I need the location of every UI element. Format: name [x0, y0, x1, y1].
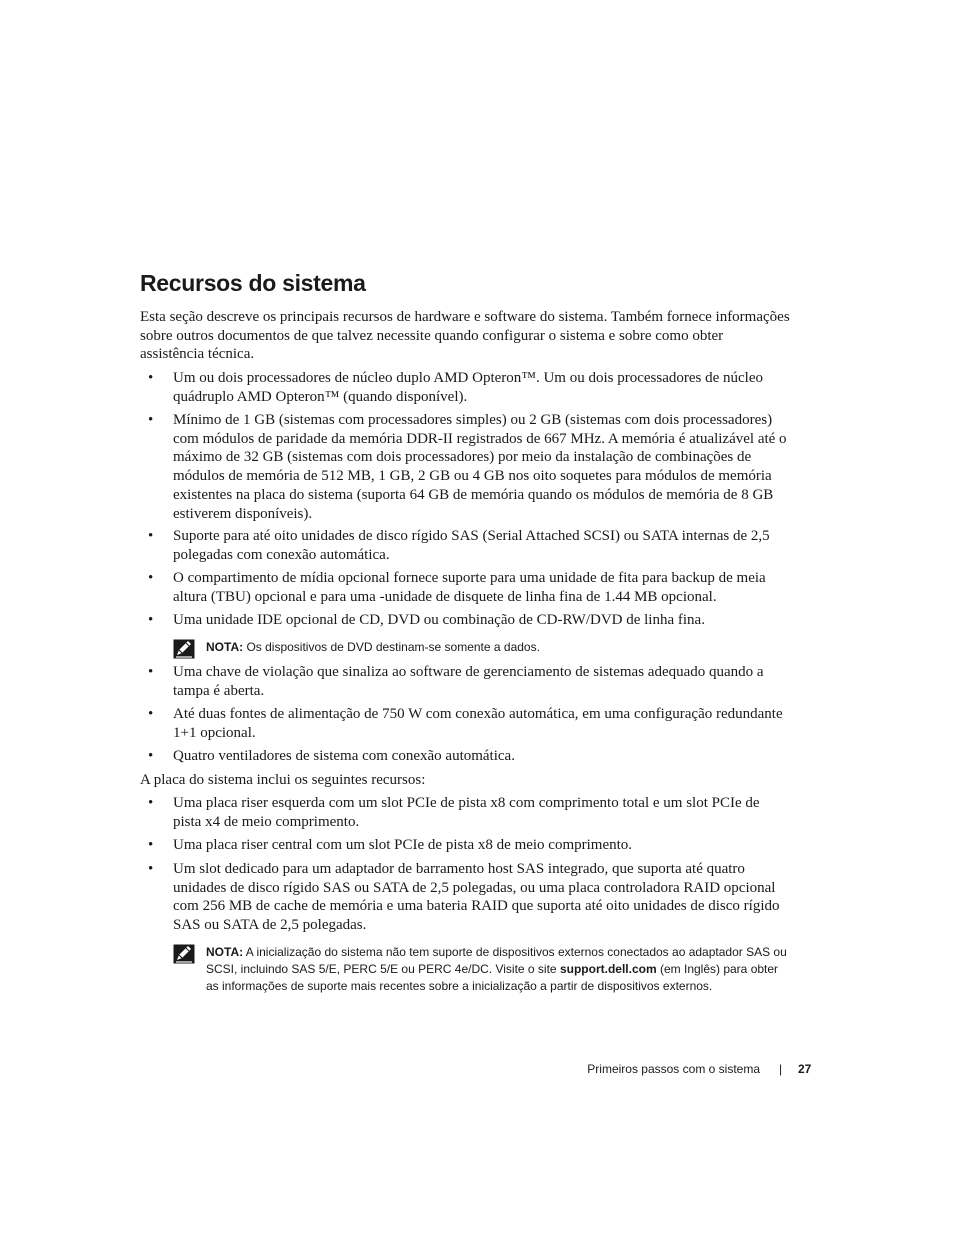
list-item — [140, 860, 790, 935]
note-text: Os dispositivos de DVD destinam-se somente a dados. — [246, 640, 540, 654]
list-item-text: Quatro ventiladores de sistema com conexão automática. — [173, 748, 515, 764]
note-text: A inicialização do sistema não tem suporte de dispositivos externos conectados ao adaptador SAS ou SCSI, incluindo SAS 5/E, PERC 5/E ou PERC 4e/DC. Visite o site — [206, 945, 787, 976]
list-item — [140, 663, 790, 700]
list-item — [140, 369, 790, 406]
note-label: NOTA: — [206, 945, 244, 959]
list-item-text: Uma unidade IDE opcional de CD, DVD ou combinação de CD-RW/DVD de linha fina. — [173, 612, 705, 628]
list-item — [140, 527, 790, 564]
pencil-note-icon — [173, 944, 195, 964]
bullet-icon: • — [148, 412, 154, 428]
list-item — [140, 705, 790, 742]
bullet-icon: • — [148, 570, 154, 586]
bullet-icon: • — [148, 748, 154, 764]
footer-separator: | — [779, 1062, 783, 1076]
bullet-icon: • — [148, 612, 154, 628]
note-text-continued: (em Inglês) para obter as informações de suporte mais recentes sobre a inicialização a partir de dispositivos externos. — [206, 962, 779, 993]
list-item-text: Até duas fontes de alimentação de 750 W com conexão automática, em uma configuração redundante 1+1 opcional. — [173, 706, 783, 741]
list-item-text: O compartimento de mídia opcional fornece suporte para uma unidade de fita para backup de meia altura (TBU) opcional e para uma -unidade de disquete de linha fina de 1.44 MB opcional. — [173, 570, 766, 605]
bullet-icon: • — [148, 837, 154, 853]
list-item-text: Uma placa riser esquerda com um slot PCIe de pista x8 com comprimento total e um slot PCIe de pista x4 de meio comprimento. — [173, 795, 760, 830]
bullet-icon: • — [148, 706, 154, 722]
bullet-icon: • — [148, 528, 154, 544]
bullet-icon: • — [148, 370, 154, 386]
intro-paragraph: Esta seção descreve os principais recursos de hardware e software do sistema. Também fornece informações sobre outros documentos de que talvez necessite quando configurar o sistema e sobre como obter assistência técnica. — [140, 309, 790, 363]
list-item — [140, 836, 790, 855]
page-title: Recursos do sistema — [140, 270, 366, 296]
page-number: 27 — [798, 1062, 812, 1076]
list-item-text: Suporte para até oito unidades de disco rígido SAS (Serial Attached SCSI) ou SATA internas de 2,5 polegadas com conexão automática. — [173, 528, 770, 563]
note-callout — [173, 639, 793, 656]
support-link[interactable]: support.dell.com — [559, 962, 657, 976]
list-item-text: Uma placa riser central com um slot PCIe de pista x8 de meio comprimento. — [173, 837, 633, 853]
list-item — [140, 747, 790, 766]
list-item — [140, 569, 790, 606]
pencil-note-icon — [173, 639, 195, 659]
list-item — [140, 794, 790, 831]
list-item — [140, 411, 790, 523]
bullet-icon: • — [148, 664, 154, 680]
footer-section-title: Primeiros passos com o sistema — [587, 1062, 760, 1076]
note-label: NOTA: — [206, 640, 244, 654]
bullet-icon: • — [148, 861, 154, 877]
list-item-text: Um slot dedicado para um adaptador de barramento host SAS integrado, que suporta até quatro unidades de disco rígido SAS ou SATA de 2,5 polegadas, ou uma placa controladora RAID opcional com 256 MB de cache de memória e uma bateria RAID que suporta até oito unidades de disco rígido SAS ou SATA de 2,5 polegadas. — [173, 861, 780, 934]
list-item-text: Um ou dois processadores de núcleo duplo AMD Opteron™. Um ou dois processadores de núcleo quádruplo AMD Opteron™ (quando disponível). — [173, 370, 764, 405]
list-item — [140, 611, 790, 630]
list-item-text: Uma chave de violação que sinaliza ao software de gerenciamento de sistemas adequado quando a tampa é aberta. — [173, 664, 764, 699]
note-callout — [173, 944, 793, 995]
list-item-text: Mínimo de 1 GB (sistemas com processadores simples) ou 2 GB (sistemas com dois processadores) com módulos de paridade da memória DDR-II registrados de 667 MHz. A memória é atualizável até o máximo de 32 GB (sistemas com dois processadores) por meio da instalação de combinações de módulos de memória de 512 MB, 1 GB, 2 GB ou 4 GB nos oito soquetes para módulos de memória existentes na placa do sistema (suporta 64 GB de memória quando os módulos de memória de 8 GB estiverem disponíveis). — [173, 412, 787, 522]
board-intro: A placa do sistema inclui os seguintes recursos: — [140, 772, 426, 788]
bullet-icon: • — [148, 795, 154, 811]
